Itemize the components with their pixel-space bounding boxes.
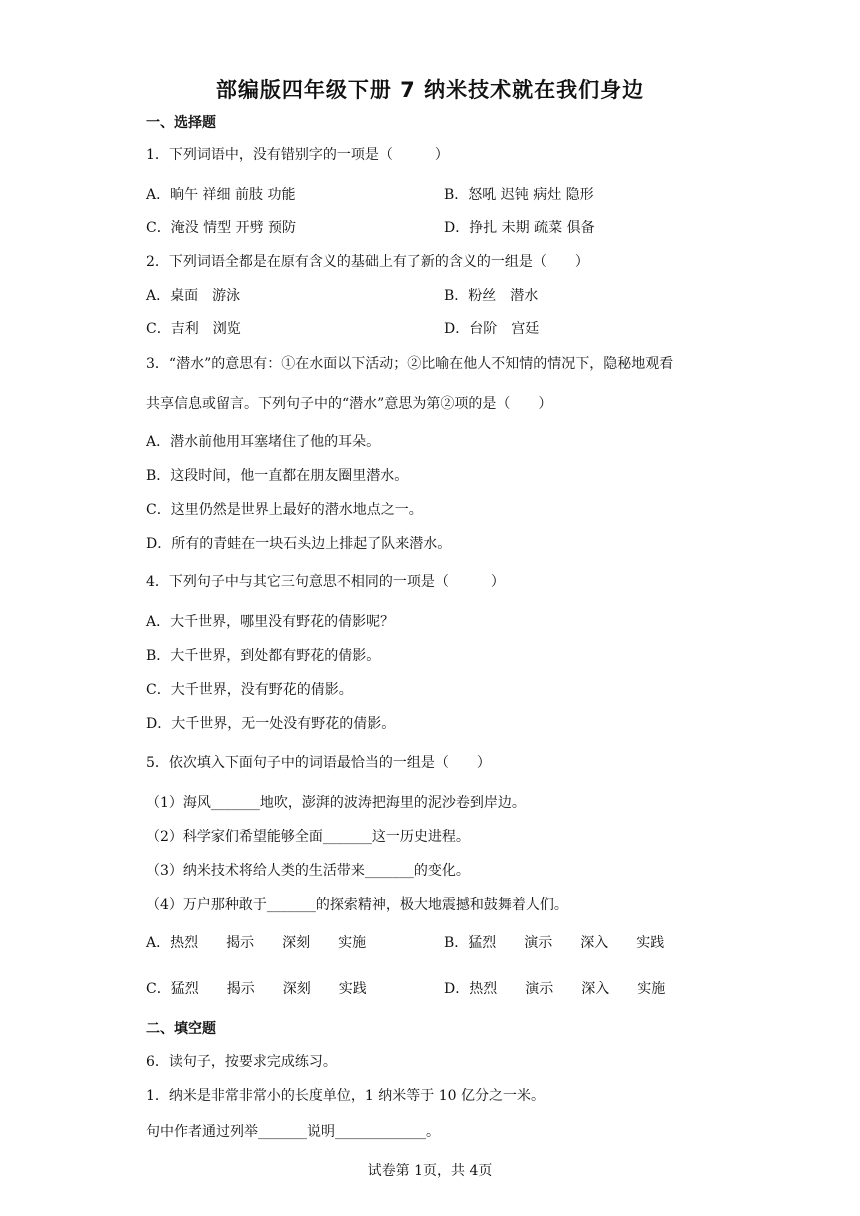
question-5-option-a: A．热烈 揭示 深刻 实施: [146, 935, 367, 951]
question-2-option-d: D．台阶 宫廷: [444, 321, 540, 337]
question-6-blank-line: 句中作者通过列举_______说明_____________。: [146, 1124, 440, 1140]
question-5-stem: 5．依次填入下面句子中的词语最恰当的一组是（ ）: [146, 755, 491, 771]
section-heading-fill: 二、填空题: [146, 1021, 216, 1037]
question-2-option-c: C．吉利 浏览: [146, 321, 241, 337]
question-3-stem-line1: 3．“潜水”的意思有：①在水面以下活动；②比喻在他人不知情的情况下，隐秘地观看: [146, 356, 674, 372]
document-title: 部编版四年级下册 7 纳米技术就在我们身边: [215, 78, 645, 102]
question-3-option-a: A．潜水前他用耳塞堵住了他的耳朵。: [146, 434, 381, 450]
question-3-stem-line2: 共享信息或留言。下列句子中的“潜水”意思为第②项的是（ ）: [146, 396, 553, 412]
question-4-option-b: B．大千世界，到处都有野花的倩影。: [146, 648, 381, 664]
question-6-sentence: 1．纳米是非常非常小的长度单位，1 纳米等于 10 亿分之一米。: [146, 1088, 545, 1104]
question-2-stem: 2．下列词语全都是在原有含义的基础上有了新的含义的一组是（ ）: [146, 254, 589, 270]
question-1-option-d: D．挣扎 未期 疏菜 俱备: [444, 220, 595, 236]
question-5-option-c: C．猛烈 揭示 深刻 实践: [146, 981, 367, 997]
question-5-sentence-4: （4）万户那种敢于_______的探索精神，极大地震撼和鼓舞着人们。: [146, 897, 568, 913]
question-4-option-c: C．大千世界，没有野花的倩影。: [146, 682, 353, 698]
question-1-option-b: B．怒吼 迟钝 病灶 隐形: [444, 187, 594, 203]
question-3-option-c: C．这里仍然是世界上最好的潜水地点之一。: [146, 502, 423, 518]
page-footer: 试卷第 1页，共 4页: [367, 1163, 493, 1179]
question-2-option-b: B．粉丝 潜水: [444, 288, 539, 304]
question-5-sentence-3: （3）纳米技术将给人类的生活带来_______的变化。: [146, 863, 470, 879]
question-2-option-a: A．桌面 游泳: [146, 288, 241, 304]
question-1-option-a: A．晌午 祥细 前肢 功能: [146, 187, 296, 203]
question-4-option-d: D．大千世界，无一处没有野花的倩影。: [146, 716, 396, 732]
section-heading-choice: 一、选择题: [146, 115, 216, 131]
question-5-sentence-1: （1）海风_______地吹，澎湃的波涛把海里的泥沙卷到岸边。: [146, 795, 526, 811]
question-5-option-b: B．猛烈 演示 深入 实践: [444, 935, 665, 951]
question-1-stem: 1．下列词语中，没有错别字的一项是（ ）: [146, 147, 449, 163]
question-5-option-d: D．热烈 演示 深入 实施: [444, 981, 666, 997]
question-4-option-a: A．大千世界，哪里没有野花的倩影呢？: [146, 614, 395, 630]
question-3-option-b: B．这段时间，他一直都在朋友圈里潜水。: [146, 468, 409, 484]
question-3-option-d: D．所有的青蛙在一块石头边上排起了队来潜水。: [146, 536, 452, 552]
question-4-stem: 4．下列句子中与其它三句意思不相同的一项是（ ）: [146, 574, 505, 590]
question-1-option-c: C．淹没 情型 开劈 预防: [146, 220, 297, 236]
question-5-sentence-2: （2）科学家们希望能够全面_______这一历史进程。: [146, 829, 470, 845]
question-6-stem: 6．读句子，按要求完成练习。: [146, 1054, 337, 1070]
